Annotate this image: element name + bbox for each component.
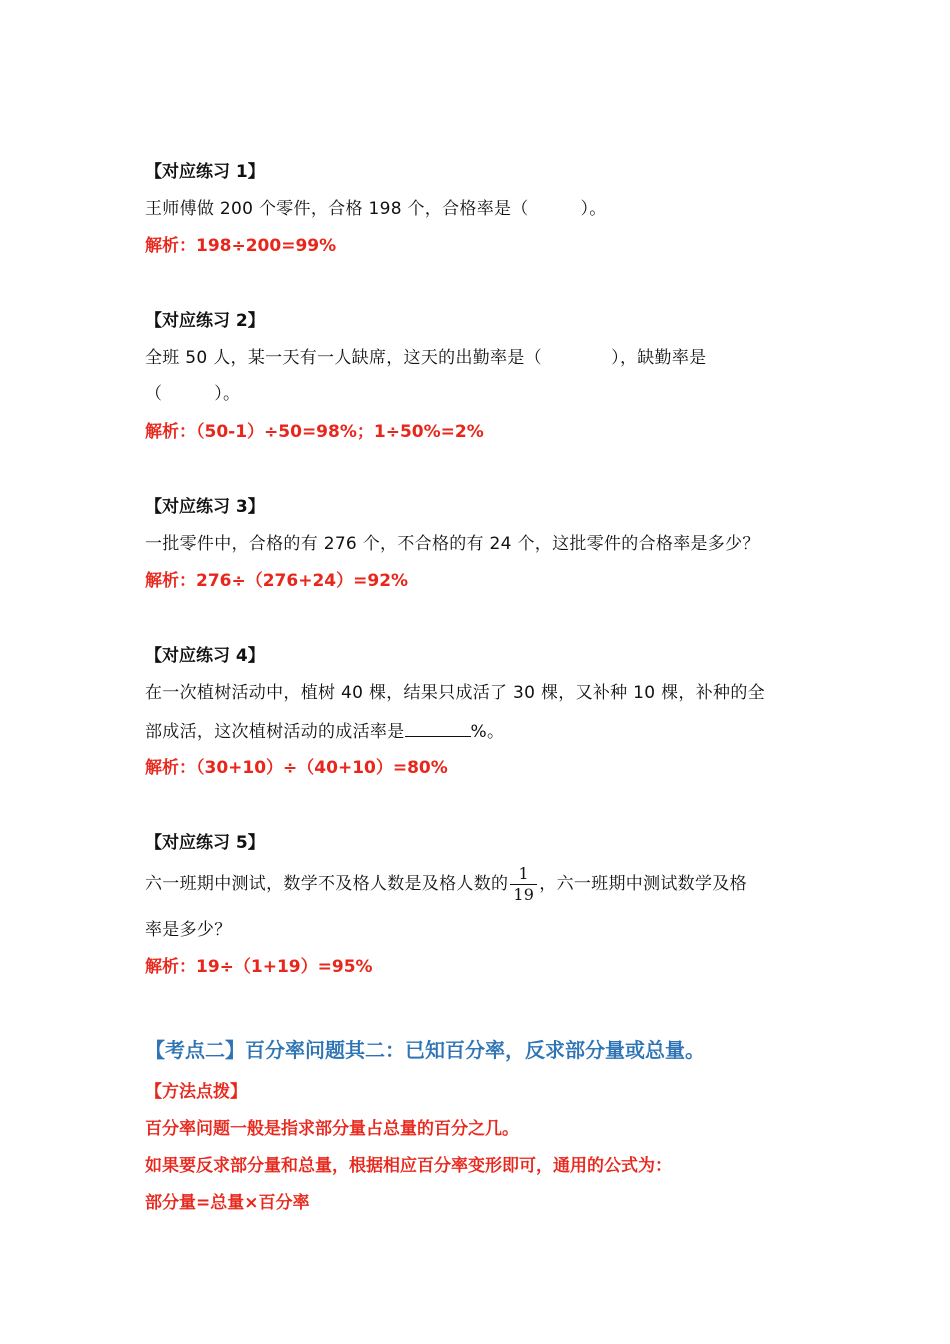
fraction-numerator: 1 [510,864,537,885]
exercise-5-answer: 解析：19÷（1+19）=95% [145,957,373,977]
exercise-4-question-line-1: 在一次植树活动中，植树 40 棵，结果只成活了 30 棵，又补种 10 棵，补种的全 [145,683,765,703]
exercise-4-question-line-2 [145,722,504,741]
exercise-3-answer: 解析：276÷（276+24）=92% [145,571,409,591]
fraction-denominator: 19 [513,885,535,904]
exercise-4-heading: 【对应练习 4】 [145,646,265,666]
exercise-3-question: 一批零件中，合格的有 276 个，不合格的有 24 个，这批零件的合格率是多少？ [145,534,760,554]
exercise-2-heading: 【对应练习 2】 [145,311,265,331]
exercise-2-question-line-1: 全班 50 人，某一天有一人缺席，这天的出勤率是（ ），缺勤率是 [145,348,707,368]
exercise-4-answer: 解析：（30+10）÷（40+10）=80% [145,758,448,778]
exercise-5-question-text: 六一班期中测试，数学不及格人数是及格人数的 [145,874,509,894]
exercise-2-answer: 解析：（50-1）÷50=98%；1÷50%=2% [145,422,484,442]
section-title: 【考点二】百分率问题其二：已知百分率，反求部分量或总量。 [145,1038,705,1062]
exercise-5-question-line-2: 率是多少？ [145,920,232,940]
formula: 部分量=总量×百分率 [145,1193,310,1213]
exercise-4-question-suffix: %。 [470,722,505,742]
exercise-1-question: 王师傅做 200 个零件，合格 198 个，合格率是（ ）。 [145,199,607,219]
exercise-1-answer: 解析：198÷200=99% [145,236,337,256]
exercise-5-question-line-1 [145,864,747,905]
method-line-2: 如果要反求部分量和总量，根据相应百分率变形即可，通用的公式为： [145,1156,672,1176]
exercise-2-question-line-2: （ ）。 [145,384,241,404]
method-line-1: 百分率问题一般是指求部分量占总量的百分之几。 [145,1119,519,1139]
exercise-5-question-text-continued: ，六一班期中测试数学及格 [539,874,747,894]
exercise-4-question-text: 部成活，这次植树活动的成活率是 [145,722,405,742]
exercise-5-heading: 【对应练习 5】 [145,833,265,853]
exercise-3-heading: 【对应练习 3】 [145,497,265,517]
answer-blank [405,722,471,737]
method-heading: 【方法点拨】 [145,1082,247,1102]
fraction [510,864,537,905]
exercise-1-heading: 【对应练习 1】 [145,162,265,182]
